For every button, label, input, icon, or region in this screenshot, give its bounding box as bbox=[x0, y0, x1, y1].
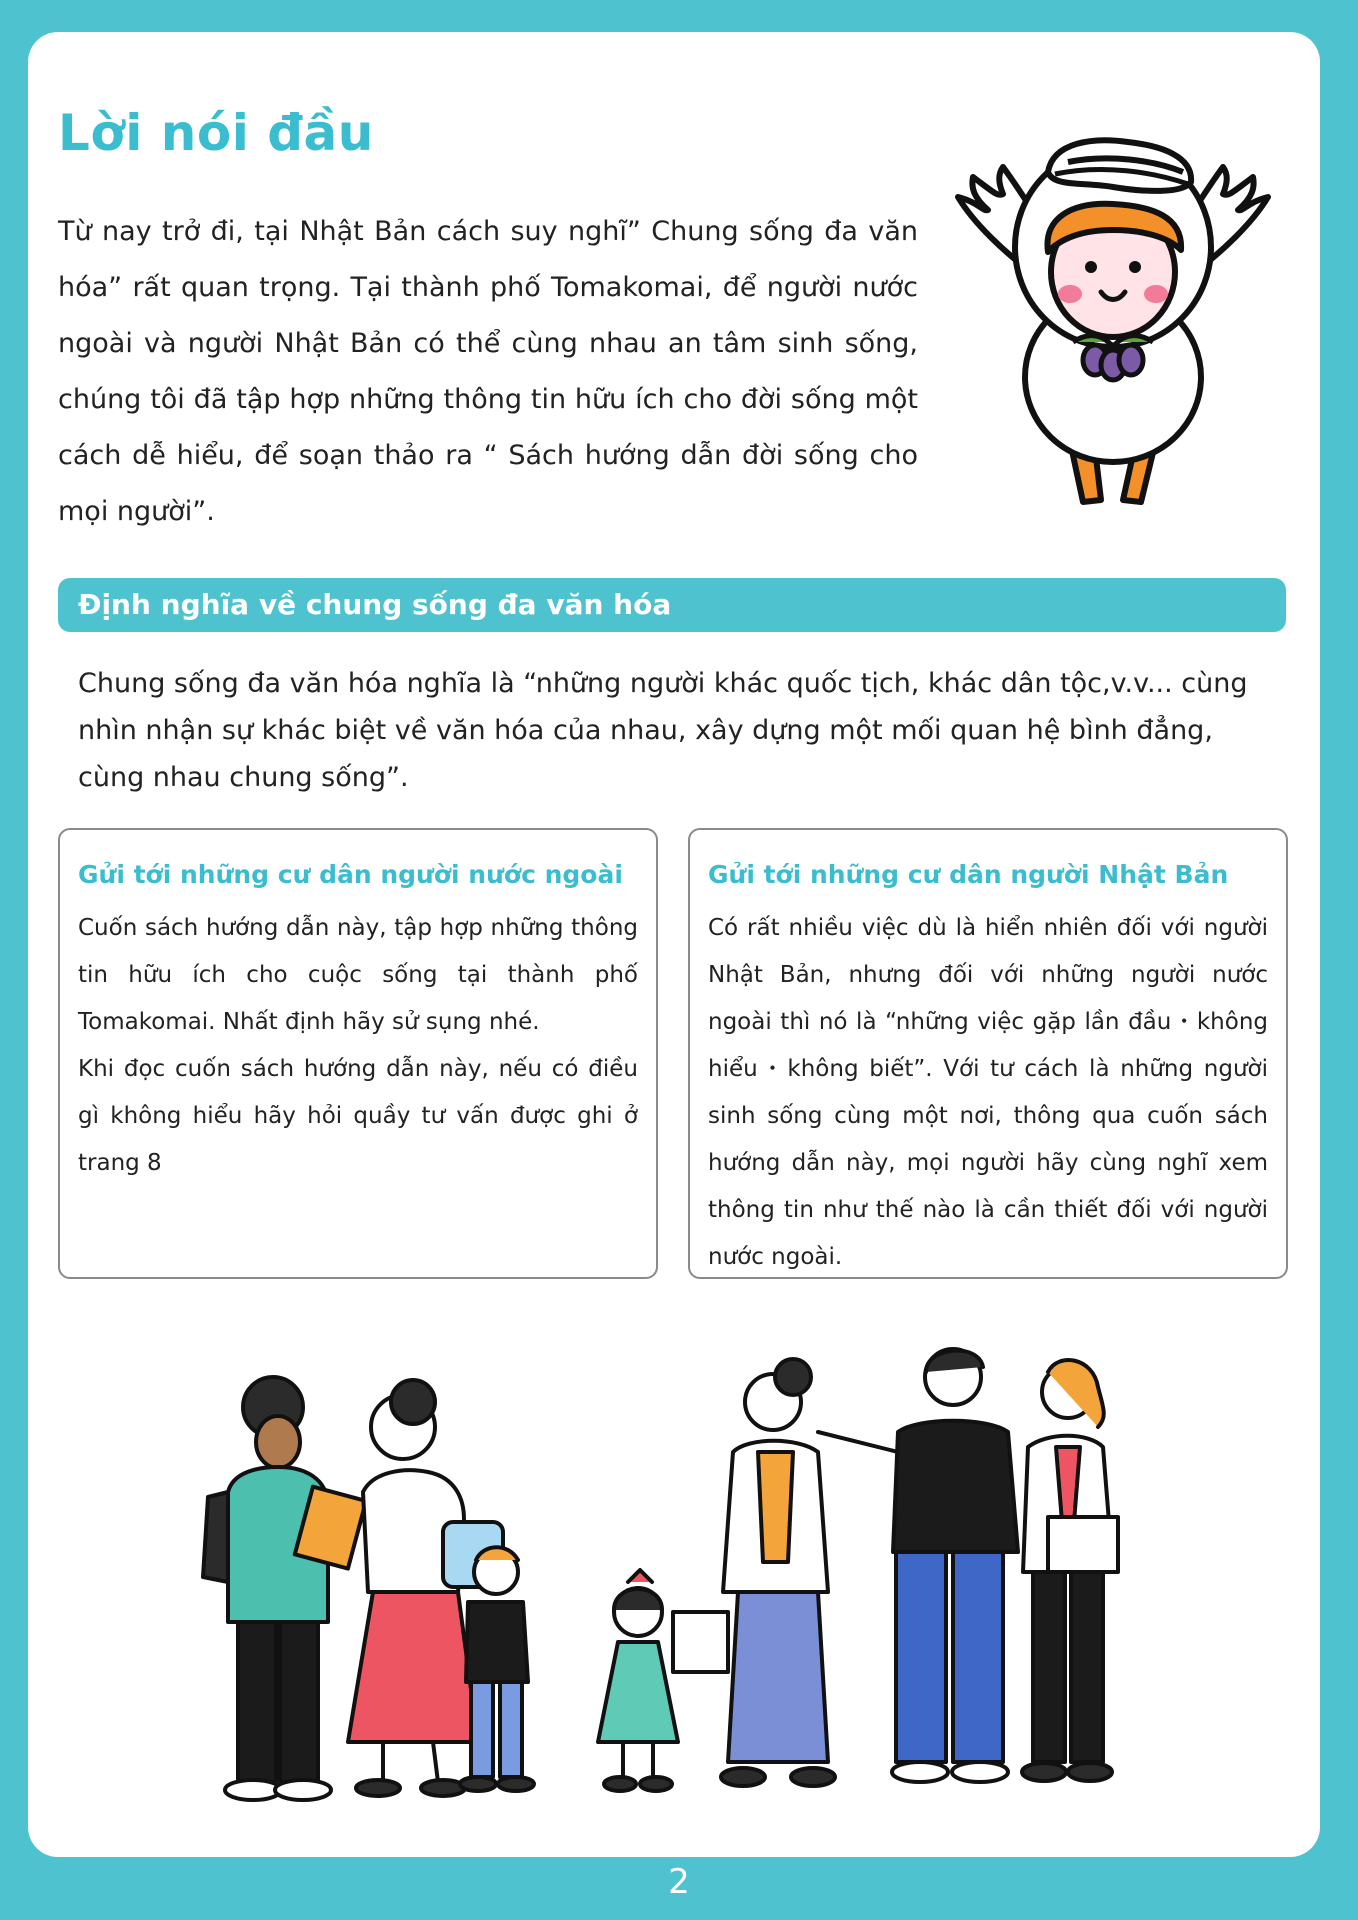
japanese-residents-heading: Gửi tới những cư dân người Nhật Bản bbox=[708, 860, 1229, 889]
section-heading: Định nghĩa về chung sống đa văn hóa bbox=[78, 588, 672, 621]
intro-paragraph: Từ nay trở đi, tại Nhật Bản cách suy nghĩ” Chung sống đa văn hóa” rất quan trọng. Tại thành phố Tomakomai, để người nước ngoài và người Nhật Bản có thể cùng nhau an tâm sinh sống, chúng tôi đã tập hợp những thông tin hữu ích cho đời sống một cách dễ hiểu, để soạn thảo ra “ Sách hướng dẫn đời sống cho mọi người”. bbox=[58, 216, 918, 527]
page-number: 2 bbox=[668, 1862, 690, 1902]
definition-paragraph: Chung sống đa văn hóa nghĩa là “những người khác quốc tịch, khác dân tộc,v.v... cùng nhìn nhận sự khác biệt về văn hóa của nhau, xây dựng một mối quan hệ bình đẳng, cùng nhau chung sống”. bbox=[78, 668, 1248, 793]
people-illustration bbox=[178, 1332, 1178, 1832]
page-card bbox=[28, 32, 1320, 1857]
foreign-residents-paragraph: Khi đọc cuốn sách hướng dẫn này, nếu có điều gì không hiểu hãy hỏi quầy tư vấn được ghi ở trang 8 bbox=[78, 1056, 638, 1176]
page-title: Lời nói đầu bbox=[58, 104, 374, 162]
foreign-residents-box bbox=[58, 828, 658, 1279]
foreign-residents-paragraph: Cuốn sách hướng dẫn này, tập hợp những thông tin hữu ích cho cuộc sống tại thành phố Tomakomai. Nhất định hãy sử sụng nhé. bbox=[78, 915, 638, 1035]
japanese-residents-paragraph: Có rất nhiều việc dù là hiển nhiên đối với người Nhật Bản, nhưng đối với những người nước ngoài thì nó là “những việc gặp lần đầu・không hiểu・không biết”. Với tư cách là những người sinh sống cùng một nơi, thông qua cuốn sách hướng dẫn này, mọi người hãy cùng nghĩ xem thông tin như thế nào là cần thiết đối với người nước ngoài. bbox=[708, 915, 1268, 1270]
mascot-illustration bbox=[943, 102, 1283, 522]
section-banner bbox=[58, 578, 1286, 632]
foreign-residents-heading: Gửi tới những cư dân người nước ngoài bbox=[78, 860, 623, 889]
japanese-residents-box bbox=[688, 828, 1288, 1279]
